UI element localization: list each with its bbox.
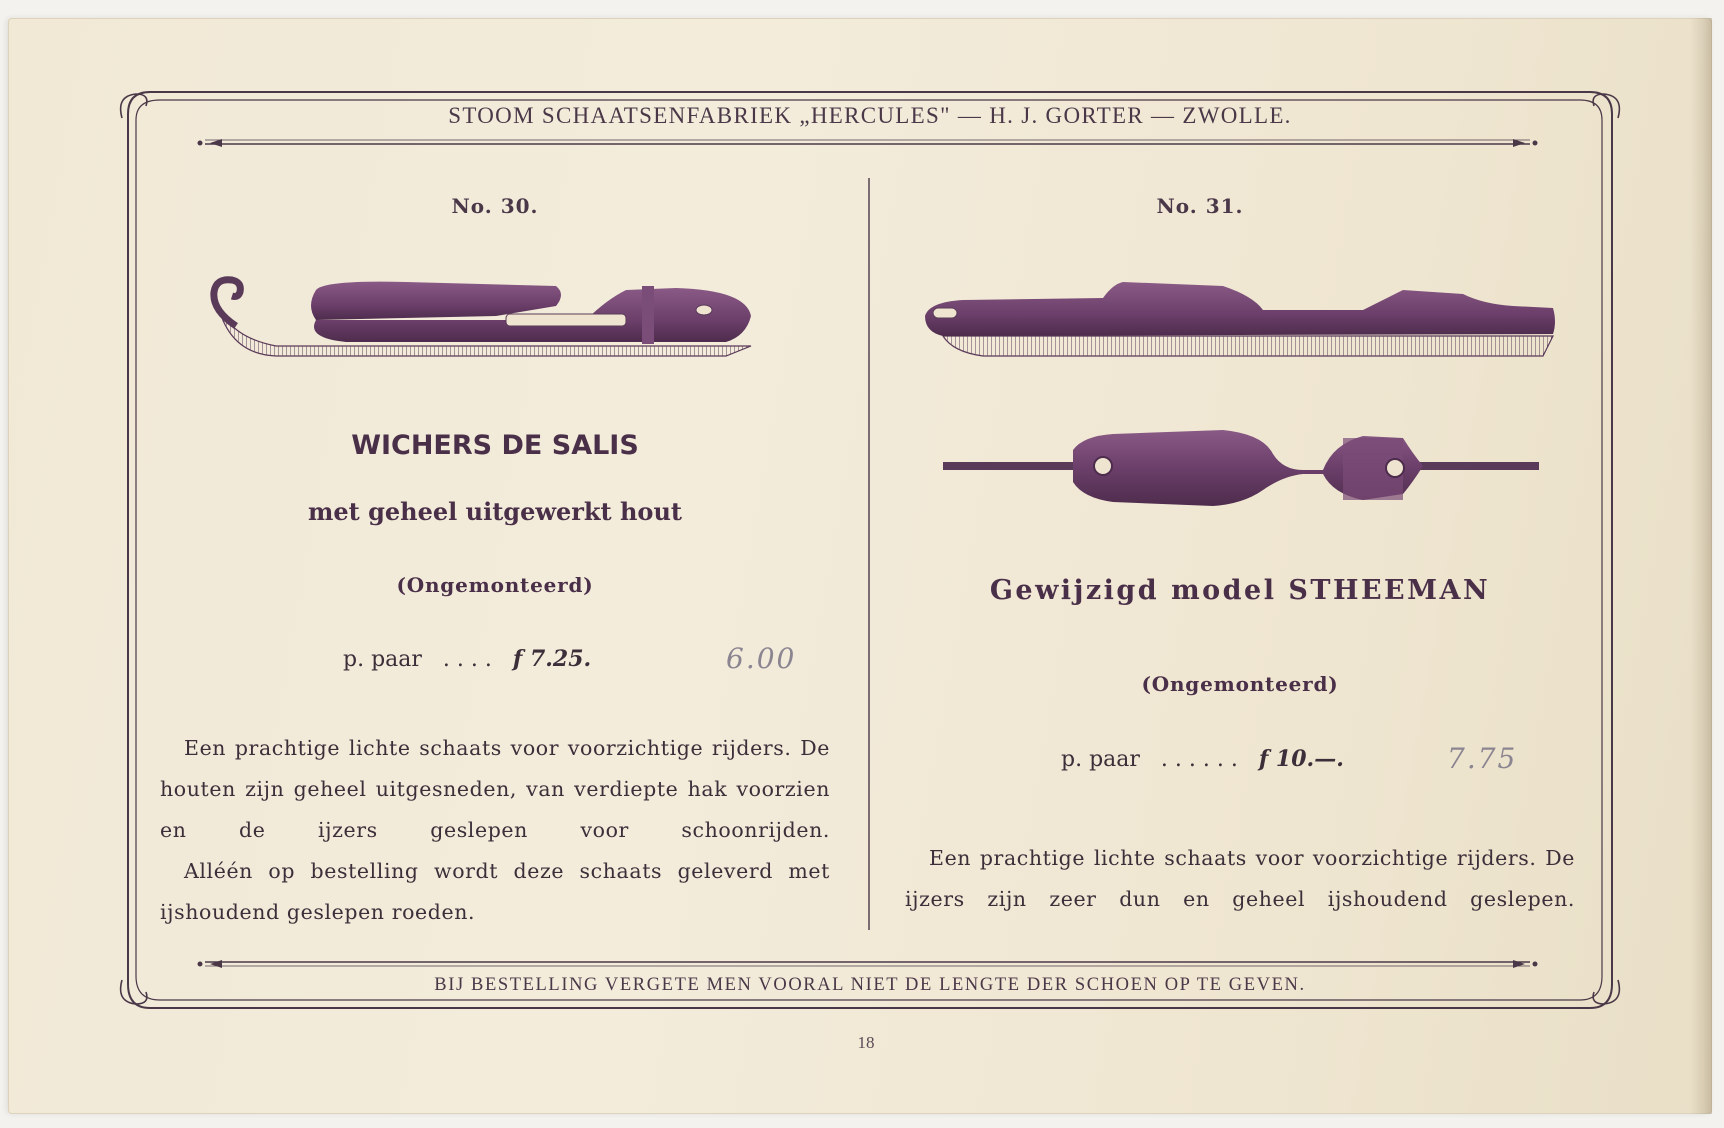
product-description	[160, 728, 830, 933]
mount-status: (Ongemonteerd)	[1141, 672, 1339, 696]
ordering-note: BIJ BESTELLING VERGETE MEN VOORAL NIET DE LENGTE DER SCHOEN OP TE GEVEN.	[434, 975, 1306, 995]
mount-status: (Ongemonteerd)	[396, 573, 594, 597]
price-value: f 7.25.	[512, 646, 592, 672]
stheeman-skate-side-illustration	[923, 280, 1563, 360]
price-dots: . . . . . .	[1160, 747, 1238, 772]
description-paragraph: Een prachtige lichte schaats voor voorzichtige rijders. De ijzers zijn zeer dun en geheel ijshoudend geslepen.	[905, 846, 1575, 911]
handwritten-price: 7.75	[1447, 742, 1518, 775]
product-title: WICHERS DE SALIS	[351, 430, 639, 461]
catalog-header: STOOM SCHAATSENFABRIEK „HERCULES" — H. J. GORTER — ZWOLLE.	[448, 103, 1292, 128]
product-number: No. 30.	[451, 194, 539, 218]
handwritten-price: 6.00	[726, 642, 797, 675]
product-number: No. 31.	[1156, 194, 1244, 218]
stheeman-skate-top-illustration	[943, 424, 1543, 514]
page-number: 18	[857, 1033, 875, 1052]
description-paragraph: Alléén op bestelling wordt deze schaats geleverd met ijshoudend geslepen roeden.	[160, 859, 830, 924]
product-description	[905, 838, 1575, 920]
price-label: p. paar	[343, 647, 422, 672]
description-paragraph: Een prachtige lichte schaats voor voorzichtige rijders. De houten zijn geheel uitgesneden, van verdiepte hak voorzien en de ijzers geslepen voor schoonrijden.	[160, 736, 830, 842]
price-dots: . . . .	[442, 647, 492, 672]
price-line	[1061, 746, 1344, 772]
wichers-de-salis-skate-illustration	[206, 276, 776, 362]
product-title: Gewijzigd model STHEEMAN	[989, 575, 1491, 606]
product-subtitle: met geheel uitgewerkt hout	[308, 497, 682, 526]
price-line	[343, 646, 591, 672]
price-label: p. paar	[1061, 747, 1140, 772]
price-value: f 10.—.	[1258, 746, 1344, 772]
